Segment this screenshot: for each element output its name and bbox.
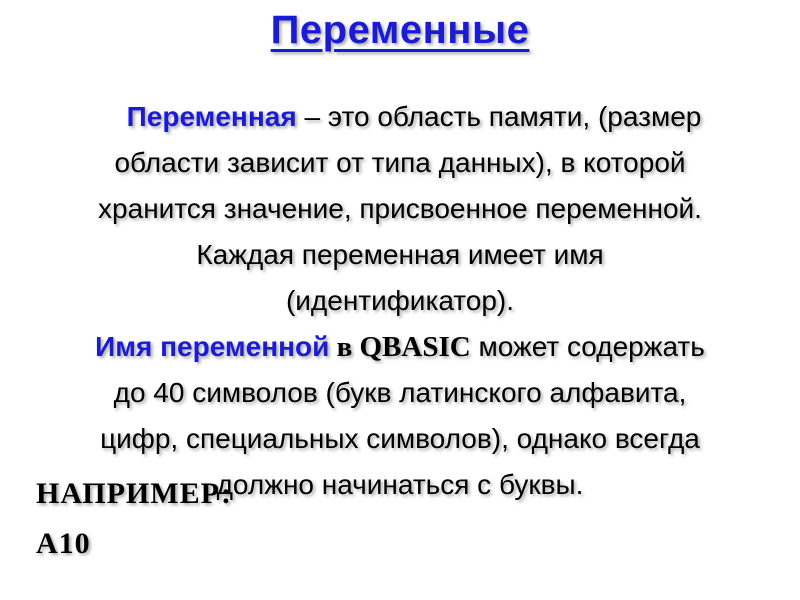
example-value: A10 <box>36 527 91 560</box>
definition-line-4: Каждая переменная имеет имя <box>196 239 604 270</box>
definition-term: Переменная <box>126 101 297 132</box>
naming-term: Имя переменной <box>95 331 330 362</box>
definition-line-3: хранится значение, присвоенное переменной. <box>98 193 702 224</box>
definition-line-2: области зависит от типа данных), в которой <box>114 147 686 178</box>
language-name: QBASIC <box>359 331 471 363</box>
naming-line-2: до 40 символов (букв латинского алфавита, <box>113 377 687 408</box>
definition-line-5: (идентификатор). <box>285 285 515 316</box>
naming-line-1 <box>0 324 800 370</box>
definition-paragraph <box>0 94 800 324</box>
definition-line-1-text: – это область памяти, (размер <box>296 101 702 132</box>
example-block <box>36 469 232 569</box>
slide-body <box>0 94 800 508</box>
slide-title: Переменные <box>270 8 530 52</box>
example-label: НАПРИМЕР: <box>36 477 233 510</box>
naming-line-1-text: может содержать <box>470 331 705 362</box>
naming-in-word: в <box>329 331 360 363</box>
naming-line-3: цифр, специальных символов), однако всегда <box>100 423 700 454</box>
naming-line-4: должно начинаться с буквы. <box>216 469 584 500</box>
definition-line-1 <box>0 94 800 140</box>
